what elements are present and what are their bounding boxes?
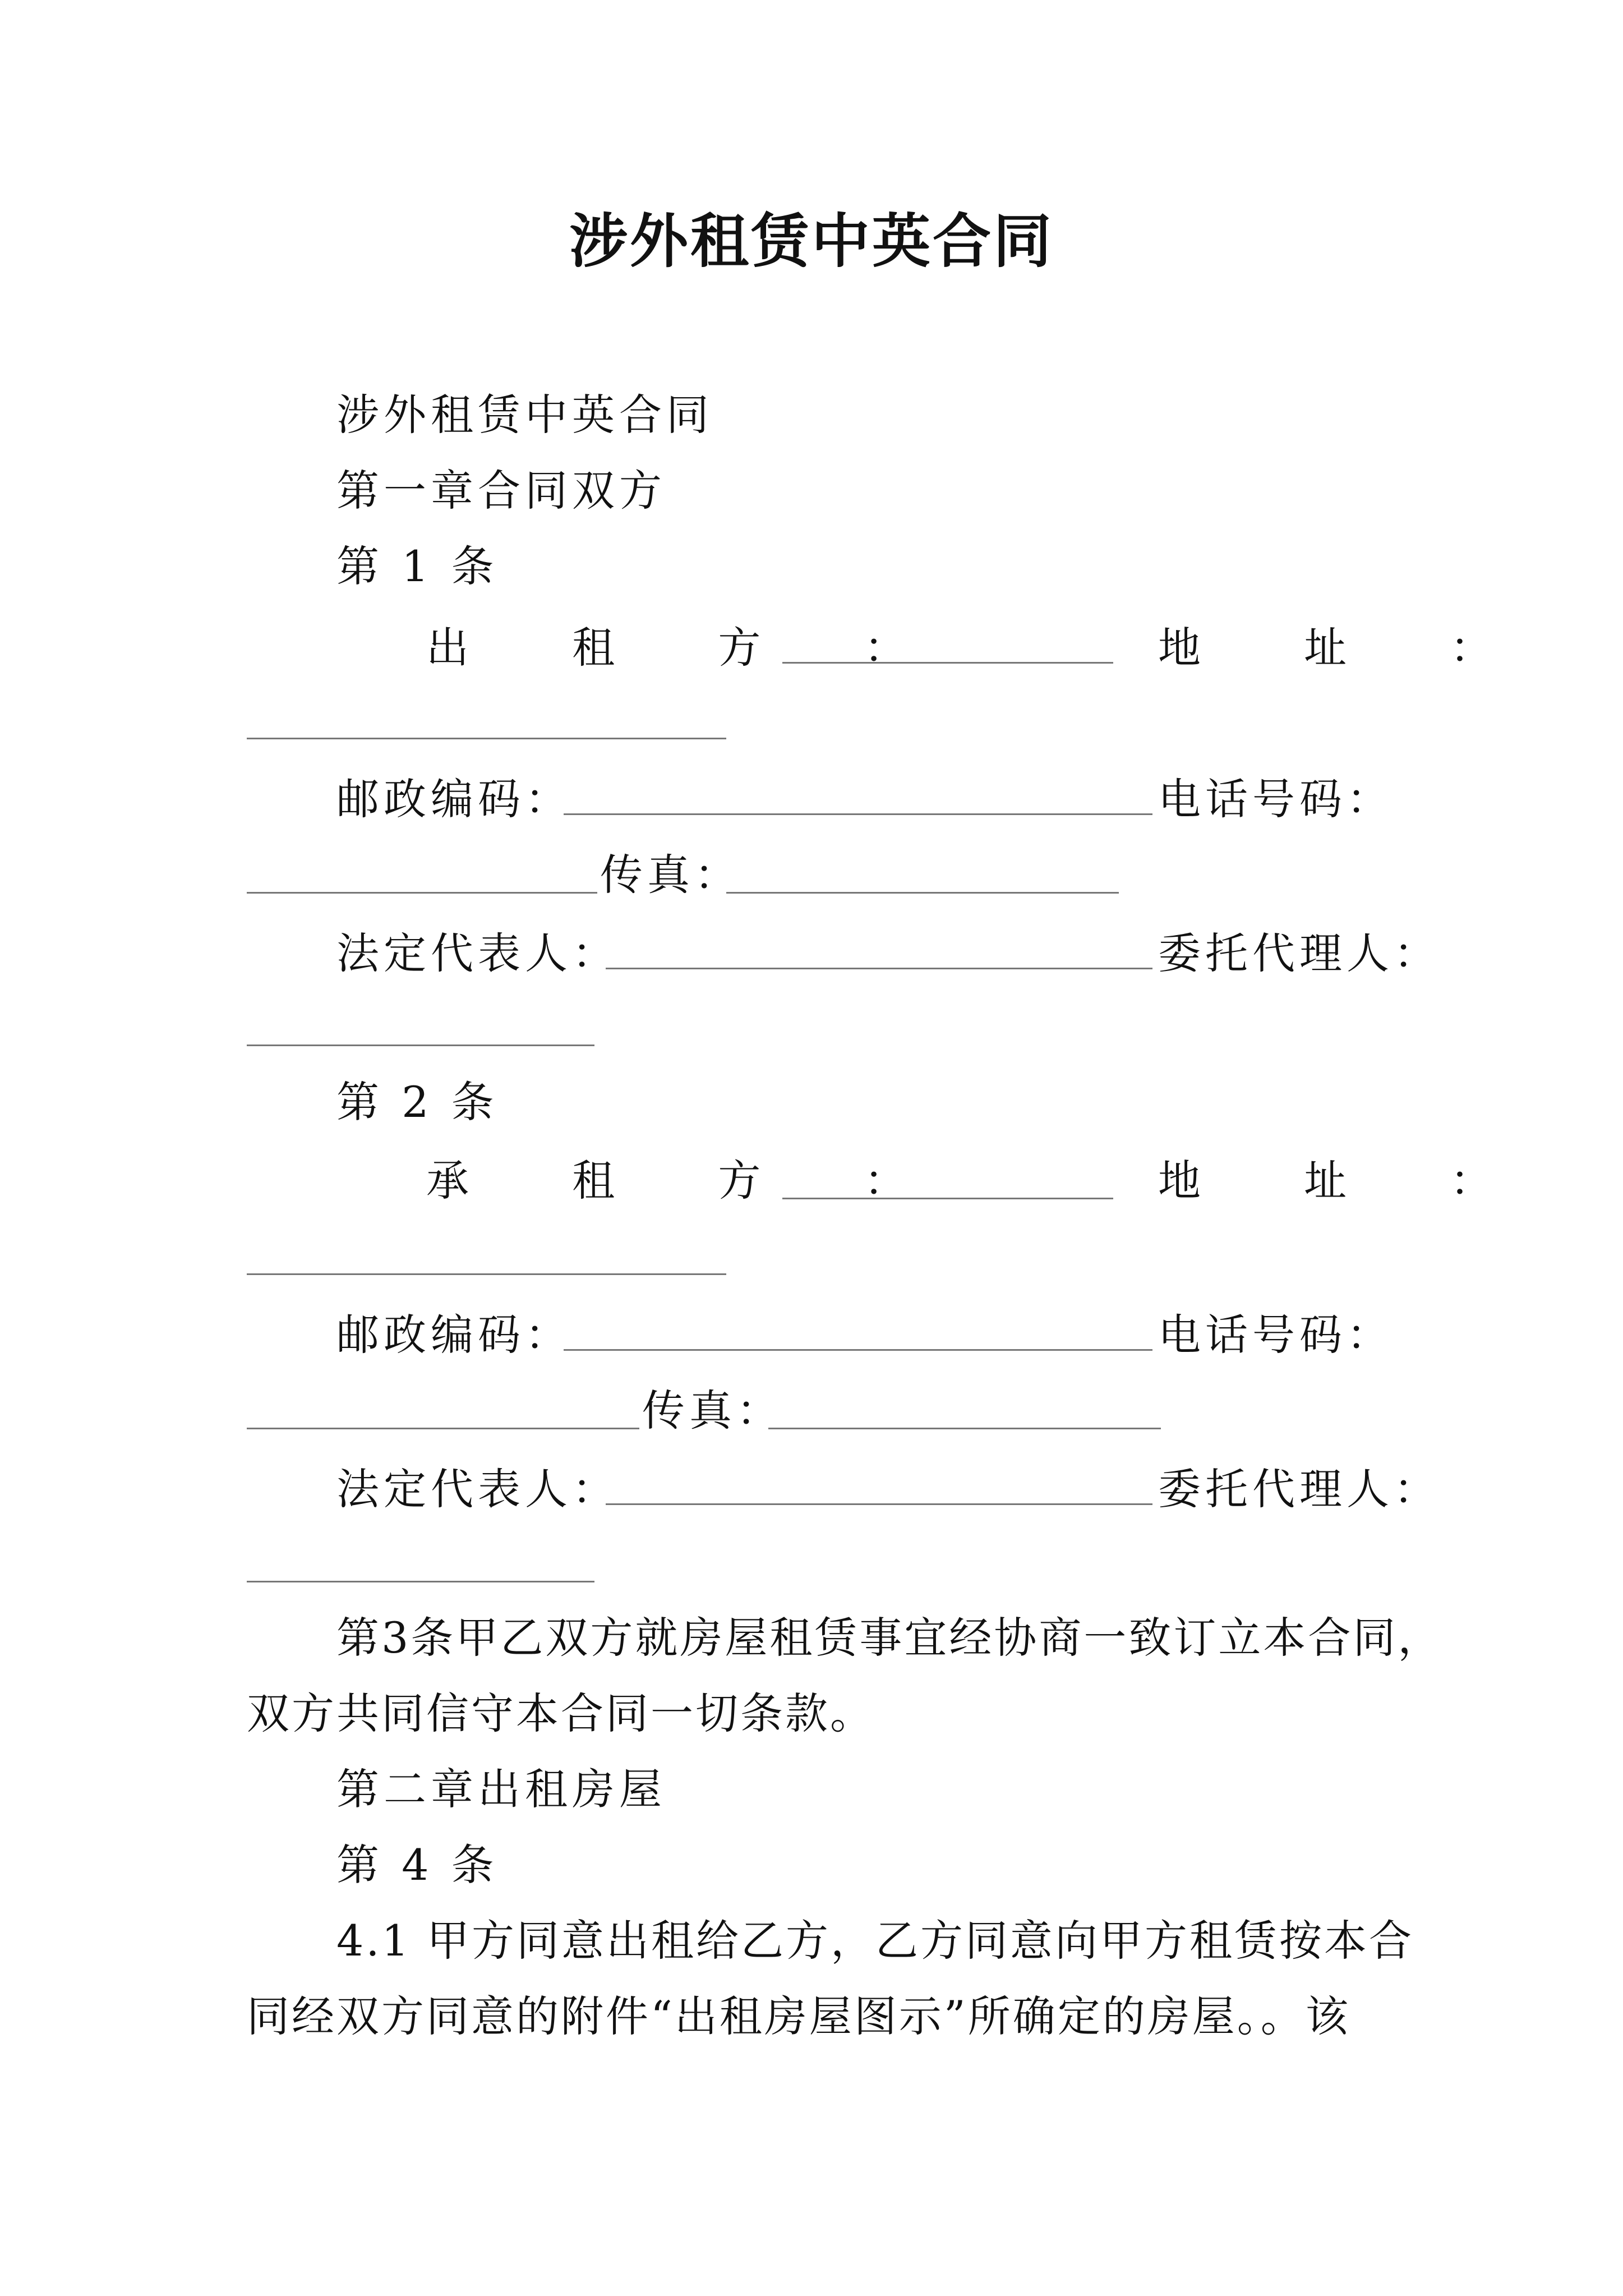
lessor-blank [782,662,1113,664]
lessee-blank [782,1198,1113,1199]
lessee-phone-label: 电话号码： [1158,1310,1394,1360]
lessor-postcode-blank [564,813,1152,815]
lessor-postcode-label: 邮政编码： [336,774,572,824]
document-title: 涉外租赁中英合同 [569,206,1054,275]
lessor-address-blank [247,738,726,739]
lessee-address-label: 地 址 ： [1158,1156,1538,1205]
article-4-1-line-2: 同经双方同意的附件“出租房屋图示”所确定的房屋。。该 [247,1991,1350,2041]
lessee-agent-label: 委托代理人： [1158,1464,1441,1514]
lessee-address-blank [247,1273,726,1275]
lessor-fax-blank [726,892,1119,894]
lessor-agent-blank [247,1045,594,1046]
chapter-1-heading: 第一章合同双方 [336,466,666,516]
lessor-fax-label: 传真： [600,850,741,900]
lessor-phone-label: 电话号码： [1158,774,1394,824]
lessee-phone-blank [247,1428,639,1429]
article-3-line-1: 第3条甲乙双方就房屋租赁事宜经协商一致订立本合同， [336,1613,1443,1663]
article-3-line-2: 双方共同信守本合同一切条款。 [247,1688,875,1738]
lessee-fax-blank [768,1428,1161,1429]
lessee-legal-rep-blank [606,1503,1152,1505]
lessor-legal-rep-label: 法定代表人： [336,928,619,978]
article-1-heading: 第 1 条 [336,541,499,591]
article-2-heading: 第 2 条 [336,1077,499,1127]
subtitle: 涉外租赁中英合同 [336,390,713,440]
lessee-label: 承 租 方 ： [426,1156,952,1205]
lessee-agent-blank [247,1581,594,1582]
article-4-1-line-1: 4.1 甲方同意出租给乙方，乙方同意向甲方租赁按本合 [336,1916,1414,1966]
lessor-label: 出 租 方 ： [426,623,952,673]
lessor-legal-rep-blank [606,968,1152,969]
lessor-phone-blank [247,892,597,894]
article-4-heading: 第 4 条 [336,1840,499,1890]
chapter-2-heading: 第二章出租房屋 [336,1764,666,1814]
lessee-legal-rep-label: 法定代表人： [336,1464,619,1514]
lessee-fax-label: 传真： [642,1386,783,1435]
lessor-agent-label: 委托代理人： [1158,928,1441,978]
lessor-address-label: 地 址 ： [1158,623,1538,673]
lessee-postcode-blank [564,1349,1152,1351]
lessee-postcode-label: 邮政编码： [336,1310,572,1360]
